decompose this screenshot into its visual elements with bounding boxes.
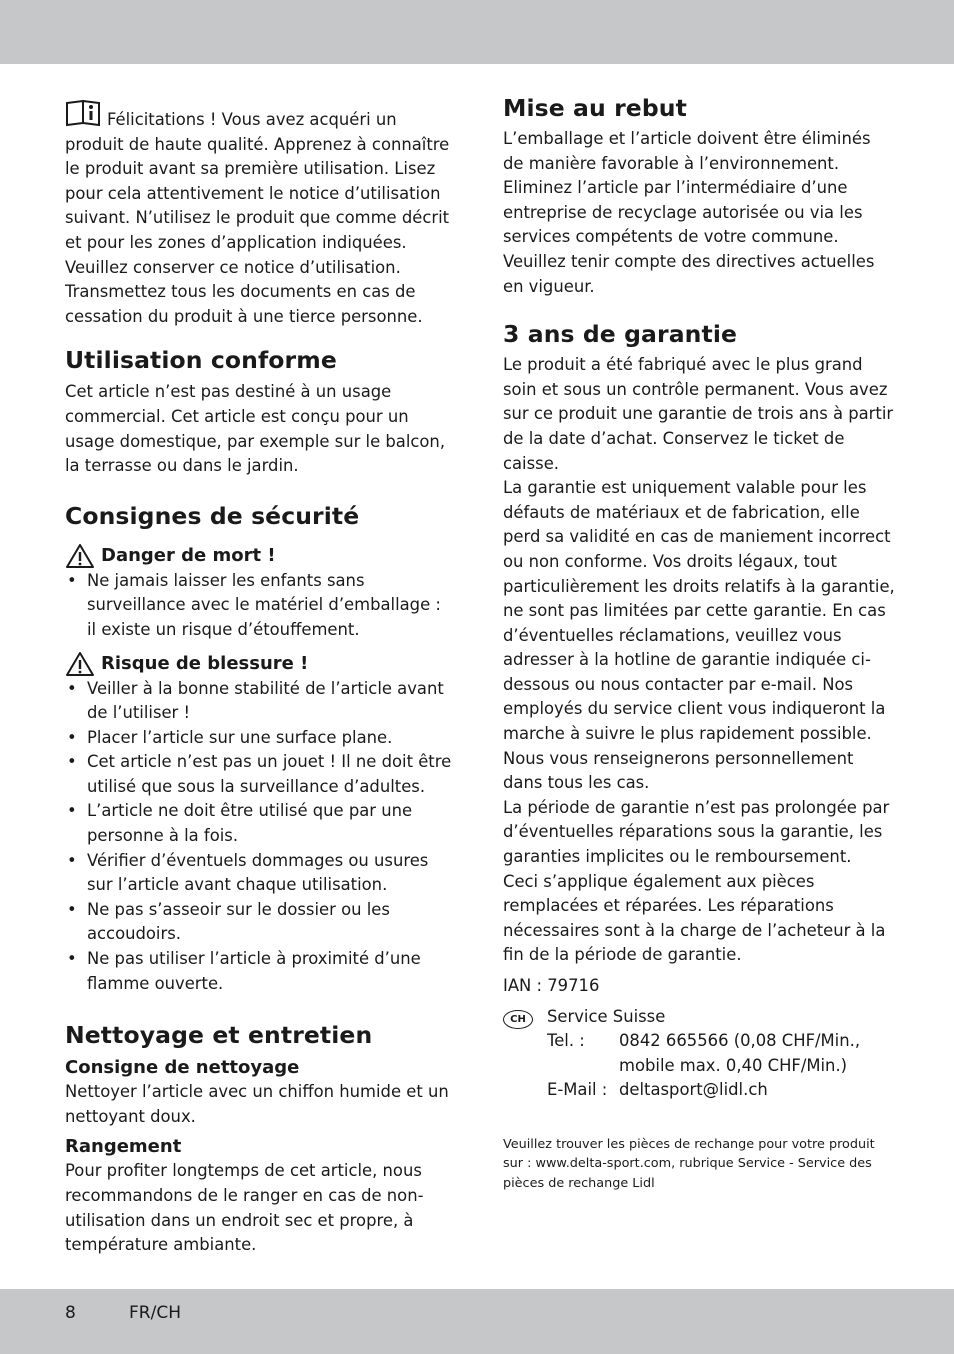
injury-list <box>65 677 453 997</box>
care-heading: Nettoyage et entretien <box>65 1021 373 1050</box>
service-contact <box>503 1005 895 1103</box>
list-item: • Vérifier d’éventuels dommages ou usures sur l’article avant chaque utilisation. <box>65 849 453 898</box>
disposal-paragraph: L’emballage et l’article doivent être éliminés de manière favorable à l’environnement. <box>503 129 871 173</box>
service-name: Service Suisse <box>547 1006 666 1026</box>
right-column <box>503 93 895 1193</box>
list-item: • Ne pas s’asseoir sur le dossier ou les accoudoirs. <box>65 898 453 947</box>
list-item: • Placer l’article sur une surface plane. <box>65 726 453 751</box>
warning-triangle-icon <box>65 543 95 569</box>
country-badge-cell <box>503 1005 547 1030</box>
page-number: 8 <box>65 1303 76 1323</box>
list-item: • Ne jamais laisser les enfants sans surveillance avec le matériel d’emballage : il existe un risque d’étouffement. <box>65 569 453 643</box>
intro-section <box>65 99 453 329</box>
cleaning-title: Consigne de nettoyage <box>65 1057 300 1079</box>
disposal-heading: Mise au rebut <box>503 94 687 122</box>
intro-paragraph <box>65 99 453 329</box>
warranty-paragraph: Le produit a été fabriqué avec le plus grand soin et sous un contrôle permanent. Vous avez sur ce produit une garantie de trois ans à partir de la date d’achat. Conservez le ticket de caisse. <box>503 355 894 473</box>
list-item: • Cet article n’est pas un jouet ! Il ne doit être utilisé que sous la surveillance d’adultes. <box>65 750 453 799</box>
ian-number: IAN : 79716 <box>503 976 600 995</box>
list-item: • Ne pas utiliser l’article à proximité d’une flamme ouverte. <box>65 947 453 996</box>
cleaning-text: Nettoyer l’article avec un chiffon humide et un nettoyant doux. <box>65 1082 449 1126</box>
language-code: FR/CH <box>129 1303 181 1323</box>
ch-badge-icon: CH <box>503 1010 533 1029</box>
storage-text: Pour profiter longtemps de cet article, nous recommandons de le ranger en cas de non-utilisation dans un endroit sec et propre, à température ambiante. <box>65 1161 424 1255</box>
disposal-paragraph: Eliminez l’article par l’intermédiaire d’une entreprise de recyclage autorisée ou via les services compétents de votre commune. Veuillez tenir compte des directives actuelles en vigueur. <box>503 178 875 296</box>
header-band <box>0 0 954 64</box>
intro-text: Félicitations ! Vous avez acquéri un produit de haute qualité. Apprenez à connaître le produit avant sa première utilisation. Lisez pour cela attentivement le notice d’utilisation suivant. N’utilisez le produit que comme décrit et pour les zones d’application indiquées. Veuillez conserver ce notice d’utilisation. Transmettez tous les documents en cas de cessation du produit à une tierce personne. <box>65 110 450 326</box>
email-label: E-Mail : <box>547 1080 608 1100</box>
danger-warning <box>65 543 453 569</box>
injury-warning <box>65 651 453 677</box>
injury-title: Risque de blessure ! <box>101 652 309 674</box>
warranty-heading: 3 ans de garantie <box>503 320 738 349</box>
tel-label: Tel. : <box>547 1031 585 1051</box>
warranty-paragraph: Ceci s’applique également aux pièces remplacées et réparées. Les réparations nécessaires sont à la charge de l’acheteur à la fin de la période de garantie. <box>503 871 886 965</box>
email-value[interactable]: deltasport@lidl.ch <box>619 1080 768 1100</box>
info-book-icon <box>65 99 103 127</box>
use-text: Cet article n’est pas destiné à un usage commercial. Cet article est conçu pour un usage domestique, par exemple sur le balcon, la terrasse ou dans le jardin. <box>65 382 446 476</box>
safety-heading: Consignes de sécurité <box>65 501 360 530</box>
warning-triangle-icon <box>65 651 95 677</box>
warranty-paragraph: La période de garantie n’est pas prolongée par d’éventuelles réparations sous la garantie, les garanties implicites ou le remboursement. <box>503 797 890 867</box>
list-item: • L’article ne doit être utilisé que par une personne à la fois. <box>65 799 453 848</box>
danger-list <box>65 569 453 643</box>
list-item: • Veiller à la bonne stabilité de l’article avant de l’utiliser ! <box>65 677 453 726</box>
storage-title: Rangement <box>65 1136 182 1158</box>
spare-parts-note: Veuillez trouver les pièces de rechange pour votre produit sur : www.delta-sport.com, rubrique Service - Service des pièces de rechange Lidl <box>503 1136 875 1191</box>
tel-value: 0842 665566 (0,08 CHF/Min., mobile max. 0,40 CHF/Min.) <box>619 1031 861 1075</box>
use-heading: Utilisation conforme <box>65 346 337 375</box>
warranty-paragraph: La garantie est uniquement valable pour les défauts de matériaux et de fabrication, elle perd sa validité en cas de maniement incorrect ou non conforme. Vos droits légaux, tout particulièrement les droits relatifs à la garantie, ne sont pas limitées par cette garantie. En cas d’éventuelles réclamations, veuillez vous adresser à la hotline de garantie indiquée ci-dessous ou nous contacter par e-mail. Nos employés du service client vous indiqueront la marche à suivre le plus rapidement possible. Nous vous renseignerons personnellement dans tous les cas. <box>503 478 895 793</box>
danger-title: Danger de mort ! <box>101 544 276 566</box>
left-column <box>65 93 453 1258</box>
